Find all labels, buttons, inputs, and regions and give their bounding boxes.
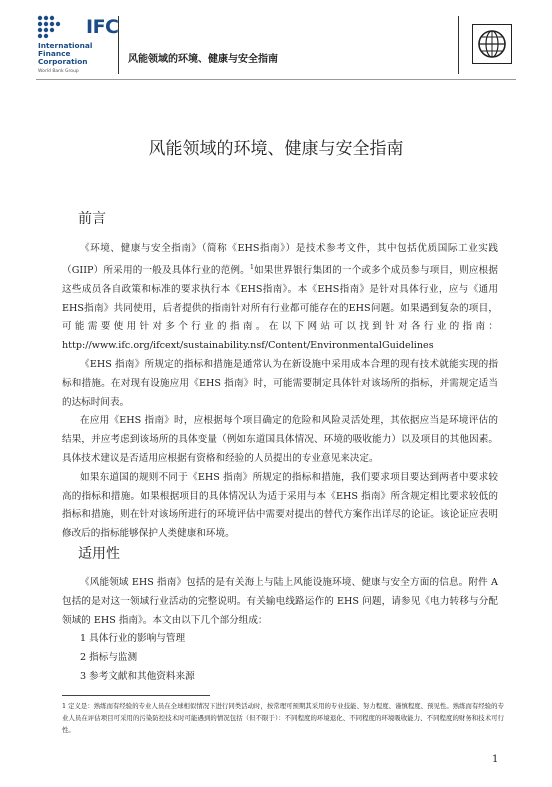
paragraph: 《风能领域 EHS 指南》包括的是有关海上与陆上风能设施环境、健康与安全方面的信息。附件 A 包括的是对这一领域行业活动的完整说明。有关输电线路运作的 EHS 问题，请参见《电力转移与分配领域的 EHS 指南》。本文由以下几个部分组成： xyxy=(62,577,498,626)
ifc-logo xyxy=(36,14,119,74)
contents-list xyxy=(80,630,195,686)
paragraph: 《EHS 指南》所规定的指标和措施是通常认为在新设施中采用成本合理的现有技术就能实现的指标和措施。在对现有设施应用《EHS 指南》时，可能需要制定具体针对该场所的指标，并需规定适当的达标时间表。 xyxy=(62,358,498,408)
ifc-globe-icon xyxy=(36,14,82,40)
section-heading-preface: 前言 xyxy=(78,211,106,227)
preface-body xyxy=(62,240,498,544)
page-header xyxy=(0,0,552,90)
header-title: 风能领域的环境、健康与安全指南 xyxy=(128,54,278,65)
list-item: 2 指标与监测 xyxy=(80,651,138,663)
ifc-logo-subtitle: International Finance Corporation xyxy=(38,41,93,67)
paragraph: 在应用《EHS 指南》时，应根据每个项目确定的危险和风险灵活处理，其依据应当是环境评估的结果，并应考虑到该场所的具体变量（例如东道国具体情况、环境的吸收能力）以及项目的其他因素。具体技术建议是否适用应根据有资格和经验的人员提出的专业意见来决定。 xyxy=(62,415,498,464)
list-item: 3 参考文献和其他资料来源 xyxy=(80,670,195,682)
world-bank-logo-icon xyxy=(472,24,512,64)
footnote-ref[interactable]: 1 xyxy=(249,263,254,271)
header-divider-left xyxy=(118,16,119,74)
ifc-logo-text: IFC xyxy=(86,16,119,38)
applicability-body xyxy=(62,574,498,630)
footnote-rule xyxy=(62,695,210,696)
header-rule xyxy=(36,79,516,80)
paragraph: 如果东道国的规则不同于《EHS 指南》所规定的指标和措施，我们要求项目要达到两者中要求较高的指标和措施。如果根据项目的具体情况认为适于采用与本《EHS 指南》所含规定相比要求较低的指标和措施，则在针对该场所进行的环境评估中需要对提出的替代方案作出详尽的论证。该论证应表明修改后的指标能够保护人类健康和环境。 xyxy=(62,471,498,540)
footnote: 1 定义是：熟练而有经验的专业人员在全球相似情况下进行同类活动时，按常理可预期其采用的专业技能、努力程度、谨慎程度、预见性。熟练而有经验的专业人员在评估项目可采用的污染防控技术时可能遇到的情况包括（但不限于）：不同程度的环境退化、不同程度的环境吸收能力、不同程度的财务和技术可行性。 xyxy=(62,702,504,734)
page-number: 1 xyxy=(492,754,499,765)
list-item: 1 具体行业的影响与管理 xyxy=(80,633,186,644)
paragraph: 《环境、健康与安全指南》（简称《EHS指南》）是技术参考文件，其中包括优质国际工业实践（GIIP）所采用的一般及具体行业的范例。$^1$如果世界银行集团的一个或多个成员参与项目，则应根据这些成员各自政策和标准的要求执行本《EHS指南》。本《EHS指南》是针对具体行业，应与《通用EHS指南》共同使用，后者提供的指南针对所有行业都可能存在的EHS问题。如果遇到复杂的项目，可能需要使用针对多个行业的指南。在以下网站可以找到针对各行业的指南：http://www.ifc.org/ifcext/sustainability.nsf/Content/EnvironmentalGuidelines xyxy=(62,243,499,352)
section-heading-applicability: 适用性 xyxy=(78,546,120,562)
ifc-logo-group: World Bank Group xyxy=(38,69,79,74)
header-divider-right xyxy=(458,16,459,74)
document-title: 风能领域的环境、健康与安全指南 xyxy=(148,139,404,159)
